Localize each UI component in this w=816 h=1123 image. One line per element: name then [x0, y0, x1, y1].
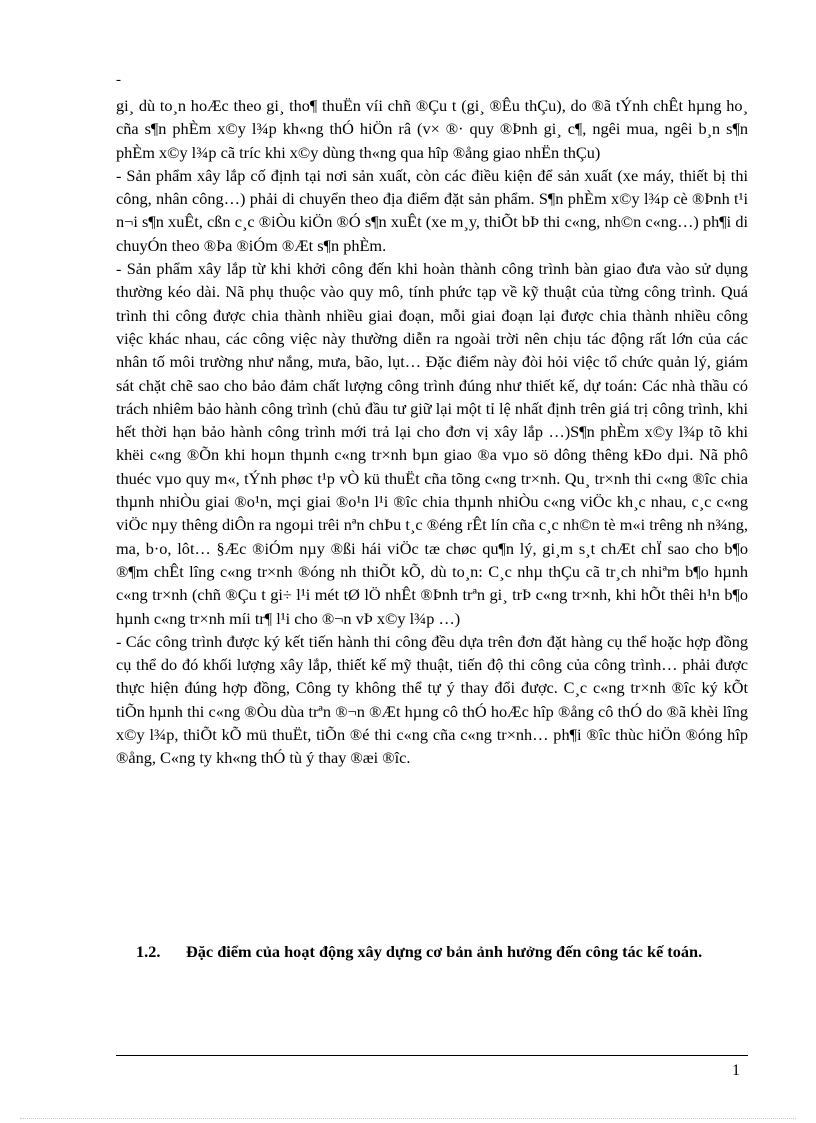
- section-number: 1.2.: [136, 942, 161, 961]
- footer-rule: [116, 1055, 748, 1056]
- leading-dash: -: [116, 72, 121, 88]
- section-heading: [136, 940, 748, 963]
- document-body: [116, 70, 748, 770]
- paragraph-4: - Các công trình được ký kết tiến hành thi công đều dựa trên đơn đặt hàng cụ thể hoặc hợp đồng cụ thể do đó khối lượng xây lắp, thiết kế mỹ thuật, tiến độ thi công của công trình… phải được thực hiện đúng hợp đồng, Công ty không thể tự ý thay đổi được. C¸c c«ng tr×nh ®îc ký kÕt tiÕn hµnh thi c«ng ®Òu dùa trªn ®¬n ®Æt hµng cô thÓ hoÆc hîp ®ång cô thÓ do ®ã khèi lîng x©y l¾p, thiÕt kÕ mü thuËt, tiÕn ®é thi c«ng cña c«ng tr×nh… ph¶i ®îc thùc hiÖn ®óng hîp ®ång, C«ng ty kh«ng thÓ tù ý thay ®æi ®îc.: [116, 631, 748, 768]
- paragraph-3: - Sản phẩm xây lắp từ khi khởi công đến khi hoàn thành công trình bàn giao đưa vào sử dụng thường kéo dài. Nã phụ thuộc vào quy mô, tính phức tạp về kỹ thuật của từng công trình. Quá trình thi công được chia thành nhiều giai đoạn, mỗi giai đoạn lại được chia thành nhiều công việc khác nhau, các công việc này thường diễn ra ngoài trời nên chịu tác động rất lớn của các nhân tố môi trường như nắng, mưa, bão, lụt… Đặc điểm này đòi hỏi việc tổ chức quản lý, giám sát chặt chẽ sao cho bảo đảm chất lượng công trình đúng như thiết kế, dự toán: Các nhà thầu có trách nhiêm bảo hành công trình (chủ đầu tư giữ lại một tỉ lệ nhất định trên giá trị công trình, khi hết thời hạn bảo hành công trình mới trả lại cho đơn vị xây lắp …)S¶n phÈm x©y l¾p tõ khi khëi c«ng ®Õn khi hoµn thµnh c«ng tr×nh bµn giao ®a vµo sö dông thêng kÐo dµi. Nã phô thuéc vµo quy m«, tÝnh phøc t¹p vÒ kü thuËt cña tõng c«ng tr×nh. Qu¸ tr×nh thi c«ng ®îc chia thµnh nhiÒu giai ®o¹n, mçi giai ®o¹n l¹i ®îc chia thµnh nhiÒu c«ng viÖc kh¸c nhau, c¸c c«ng viÖc nµy thêng diÔn ra ngoµi trêi nªn chÞu t¸c ®éng rÊt lín cña c¸c nh©n tè m«i trêng nh n¾ng, ma, b·o, lôt… §Æc ®iÓm nµy ®ßi hái viÖc tæ chøc qu¶n lý, gi¸m s¸t chÆt chÏ sao cho b¶o ®¶m chÊt lîng c«ng tr×nh ®óng nh thiÕt kÕ, dù to¸n: C¸c nhµ thÇu cã tr¸ch nhiªm b¶o hµnh c«ng tr×nh (chñ ®Çu t gi÷ l¹i mét tØ lÖ nhÊt ®Þnh trªn gi¸ trÞ c«ng tr×nh, khi hÕt thêi h¹n b¶o hµnh c«ng tr×nh míi tr¶ l¹i cho ®¬n vÞ x©y l¾p …): [116, 259, 748, 628]
- section-title: Đặc điểm của hoạt động xây dựng cơ bản ảnh hưởng đến công tác kế toán.: [186, 942, 703, 961]
- page-number: 1: [732, 1062, 740, 1079]
- page-bottom-dotted-line: [20, 1118, 796, 1119]
- paragraph-2: - Sản phẩm xây lắp cố định tại nơi sản xuất, còn các điều kiện để sản xuất (xe máy, thiết bị thi công, nhân công…) phải di chuyển theo địa điểm đặt sản phẩm. S¶n phÈm x©y l¾p cè ®Þnh t¹i n¬i s¶n xuÊt, cßn c¸c ®iÒu kiÖn ®Ó s¶n xuÊt (xe m¸y, thiÕt bÞ thi c«ng, nh©n c«ng…) ph¶i di chuyÓn theo ®Þa ®iÓm ®Æt s¶n phÈm.: [116, 165, 748, 255]
- paragraph-1: gi¸ dù to¸n hoÆc theo gi¸ tho¶ thuËn víi chñ ®Çu t (gi¸ ®Êu thÇu), do ®ã tÝnh chÊt hµng ho¸ cña s¶n phÈm x©y l¾p kh«ng thÓ hiÖn râ (v× ®· quy ®Þnh gi¸ c¶, ngêi mua, ngêi b¸n s¶n phÈm x©y l¾p cã tríc khi x©y dùng th«ng qua hîp ®ång giao nhËn thÇu): [116, 96, 748, 162]
